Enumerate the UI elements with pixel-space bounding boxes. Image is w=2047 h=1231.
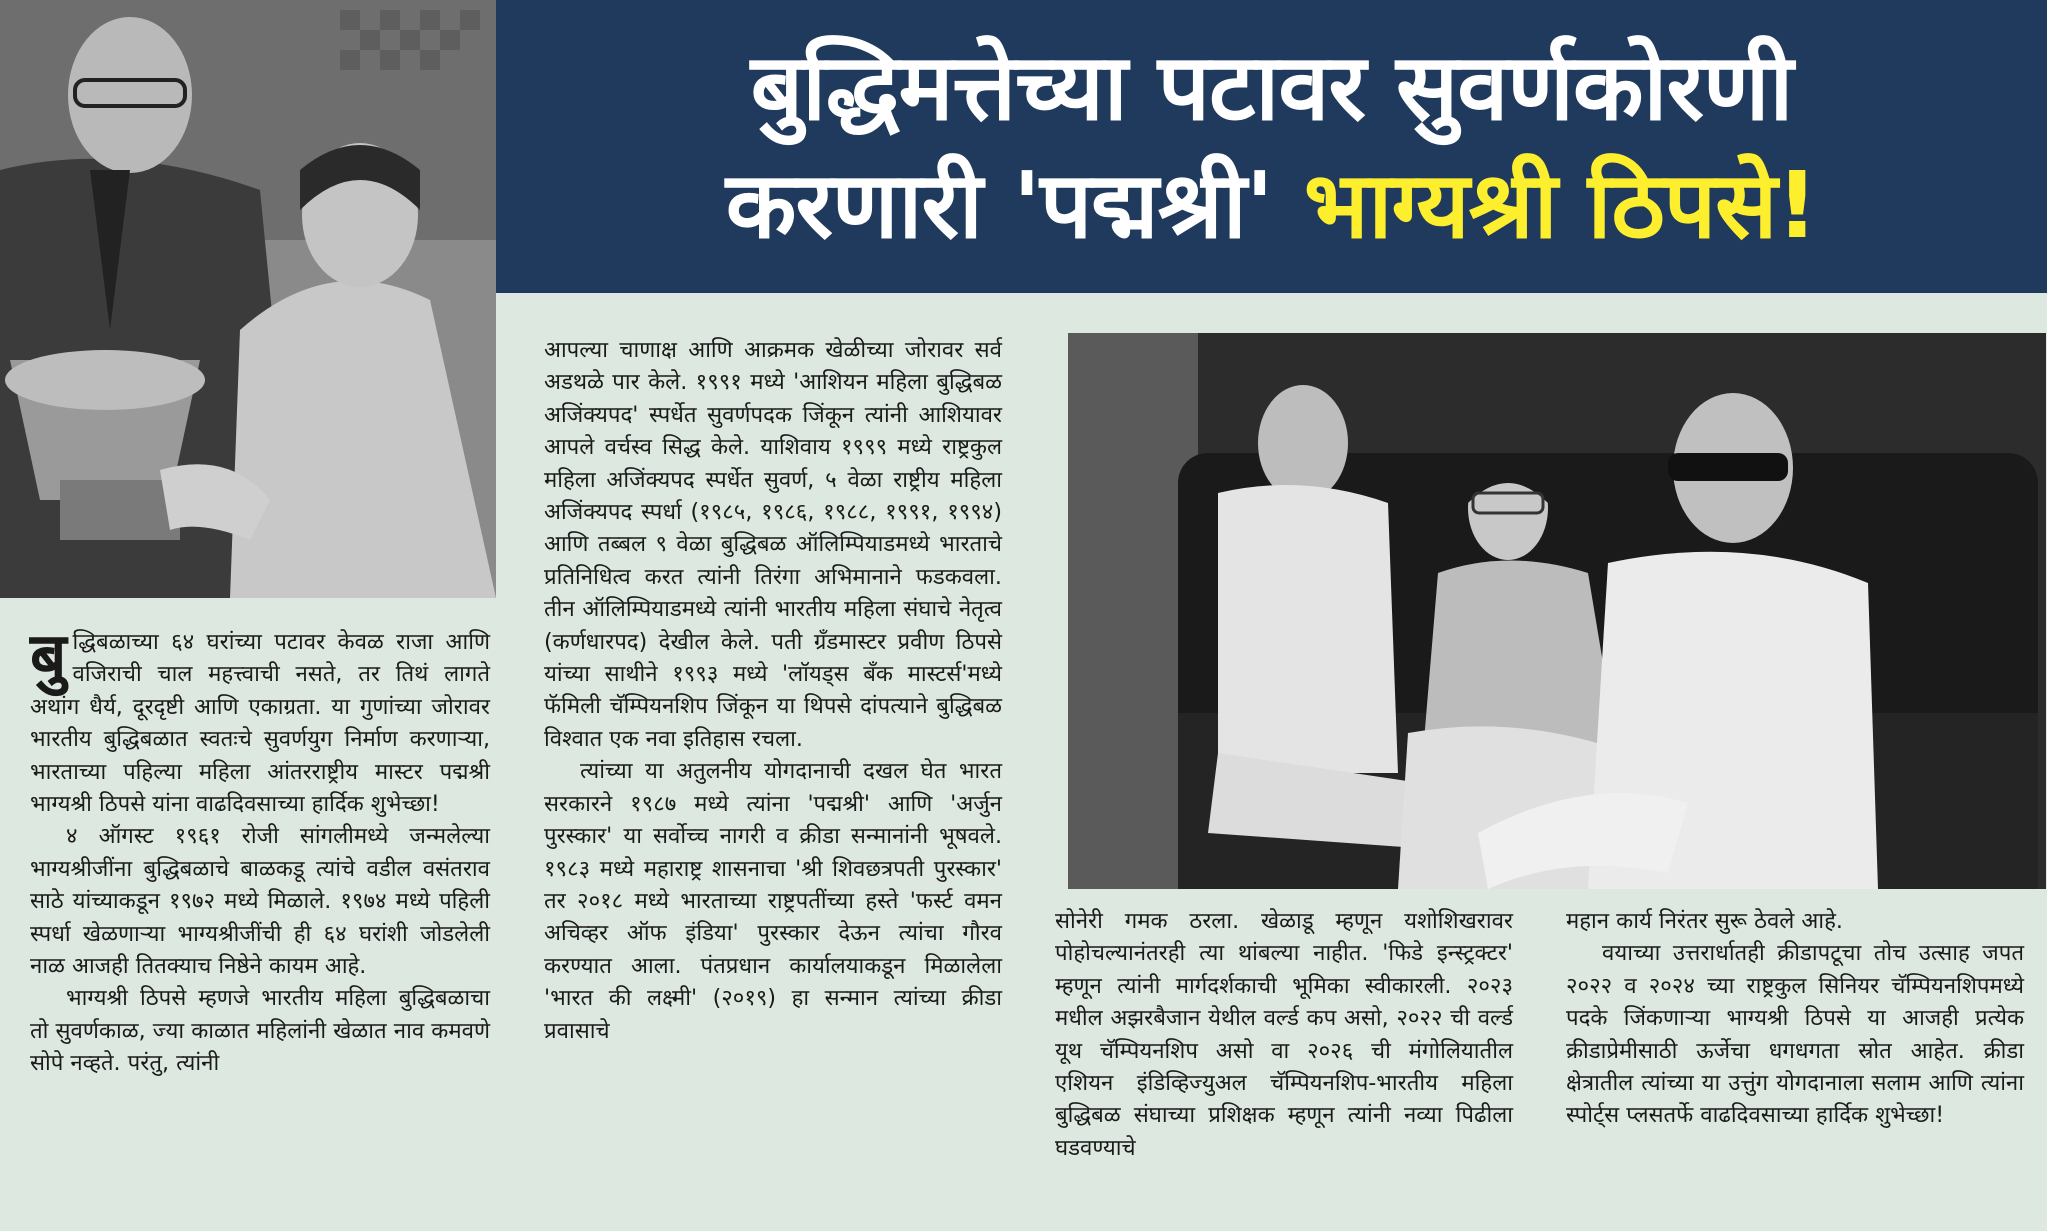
paragraph: वयाच्या उत्तरार्धातही क्रीडापटूचा तोच उत्साह जपत २०२२ व २०२४ च्या राष्ट्रकुल सिनियर चॅम्पियनशिपमध्ये पदके जिंकणाऱ्या भाग्यश्री ठिपसे या आजही प्रत्येक क्रीडाप्रेमीसाठी ऊर्जेचा धगधगता स्रोत आहेत. क्रीडा क्षेत्रातील त्यांच्या या उत्तुंग योगदानाला सलाम आणि त्यांना स्पोर्ट्स प्लसतर्फे वाढदिवसाच्या हार्दिक शुभेच्छा! <box>1566 940 2024 1129</box>
article-column-3 <box>1055 905 1513 1164</box>
paragraph: त्यांच्या या अतुलनीय योगदानाची दखल घेत भारत सरकारने १९८७ मध्ये त्यांना 'पद्मश्री' आणि 'अर्जुन पुरस्कार' या सर्वोच्च नागरी व क्रीडा सन्मानांनी भूषवले. १९८३ मध्ये महाराष्ट्र शासनाचा 'श्री शिवछत्रपती पुरस्कार' तर २०१८ मध्ये भारताच्या राष्ट्रपतींच्या हस्ते 'फर्स्ट वमन अचिव्हर ऑफ इंडिया' पुरस्कार देऊन त्यांचा गौरव करण्यात आला. पंतप्रधान कार्यालयाकडून मिळालेला 'भारत की लक्ष्मी' (२०१९) हा सन्मान त्यांच्या क्रीडा प्रवासाचे <box>544 758 1002 1044</box>
headline-banner <box>496 0 2047 293</box>
article-column-2 <box>544 334 1002 1047</box>
paragraph: भाग्यश्री ठिपसे म्हणजे भारतीय महिला बुद्धिबळाचा तो सुवर्णकाळ, ज्या काळात महिलांनी खेळात नाव कमवणे सोपे नव्हते. परंतु, त्यांनी <box>30 985 490 1077</box>
headline-white-part: करणारी 'पद्मश्री' <box>725 151 1273 259</box>
paragraph: महान कार्य निरंतर सुरू ठेवले आहे. <box>1566 908 1843 934</box>
paragraph: ४ ऑगस्ट १९६१ रोजी सांगलीमध्ये जन्मलेल्या भाग्यश्रीजींना बुद्धिबळाचे बाळकडू त्यांचे वडील वसंतराव साठे यांच्याकडून १९७२ मध्ये मिळाले. १९७४ मध्ये पहिली स्पर्धा खेळणाऱ्या भाग्यश्रीजींची ही ६४ घरांशी जोडलेली नाळ आजही तितक्याच निष्ठेने कायम आहे. <box>30 823 490 980</box>
paragraph: आपल्या चाणाक्ष आणि आक्रमक खेळीच्या जोरावर सर्व अडथळे पार केले. १९९१ मध्ये 'आशियन महिला बुद्धिबळ अजिंक्यपद' स्पर्धेत सुवर्णपदक जिंकून त्यांनी आशियावर आपले वर्चस्व सिद्ध केले. याशिवाय १९९९ मध्ये राष्ट्रकुल महिला अजिंक्यपद स्पर्धेत सुवर्ण, ५ वेळा राष्ट्रीय महिला अजिंक्यपद स्पर्धा (१९८५, १९८६, १९८८, १९९१, १९९४) आणि तब्बल ९ वेळा बुद्धिबळ ऑलिम्पियाडमध्ये भारताचे प्रतिनिधित्व करत त्यांनी तिरंगा अभिमानाने फडकवला. तीन ऑलिम्पियाडमध्ये त्यांनी भारतीय महिला संघाचे नेतृत्व (कर्णधारपद) देखील केले. पती ग्रँडमास्टर प्रवीण ठिपसे यांच्या साथीने १९९३ मध्ये 'लॉयड्स बँक मास्टर्स'मध्ये फॅमिली चॅम्पियनशिप जिंकून या थिपसे दांपत्याने बुद्धिबळ विश्वात एक नवा इतिहास रचला. <box>544 337 1002 752</box>
drop-cap: बु <box>30 620 67 694</box>
paragraph: सोनेरी गमक ठरला. खेळाडू म्हणून यशोशिखरावर पोहोचल्यानंतरही त्या थांबल्या नाहीत. 'फिडे इन्स्ट्रक्टर' म्हणून त्यांनी मार्गदर्शकाची भूमिका स्वीकारली. २०२३ मधील अझरबैजान येथील वर्ल्ड कप असो, २०२२ ची वर्ल्ड यूथ चॅम्पियनशिप असो वा २०२६ ची मंगोलियातील एशियन इंडिव्हिज्युअल चॅम्पियनशिप-भारतीय महिला बुद्धिबळ संघाच्या प्रशिक्षक म्हणून त्यांनी नव्या पिढीला घडवण्याचे <box>1055 908 1513 1161</box>
sofa-photo <box>1068 333 2046 889</box>
headline-line-1: बुद्धिमत्तेच्या पटावर सुवर्णकोरणी <box>750 33 1793 141</box>
article-column-4 <box>1566 905 2024 1132</box>
article-column-1 <box>30 620 490 1080</box>
intro-paragraph: बुद्धिबळाच्या ६४ घरांच्या पटावर केवळ राजा आणि वजिराची चाल महत्त्वाची नसते, तर तिथं लागते अथांग धैर्य, दूरदृष्टी आणि एकाग्रता. या गुणांच्या जोरावर भारतीय बुद्धिबळात स्वतःचे सुवर्णयुग निर्माण करणाऱ्या, भारताच्या पहिल्या महिला आंतरराष्ट्रीय मास्टर पद्मश्री भाग्यश्री ठिपसे यांना वाढदिवसाच्या हार्दिक शुभेच्छा! <box>30 620 490 818</box>
headline-line-2 <box>726 147 1818 265</box>
headline-yellow-part: भाग्यश्री ठिपसे! <box>1303 151 1818 259</box>
trophy-photo <box>0 0 496 598</box>
